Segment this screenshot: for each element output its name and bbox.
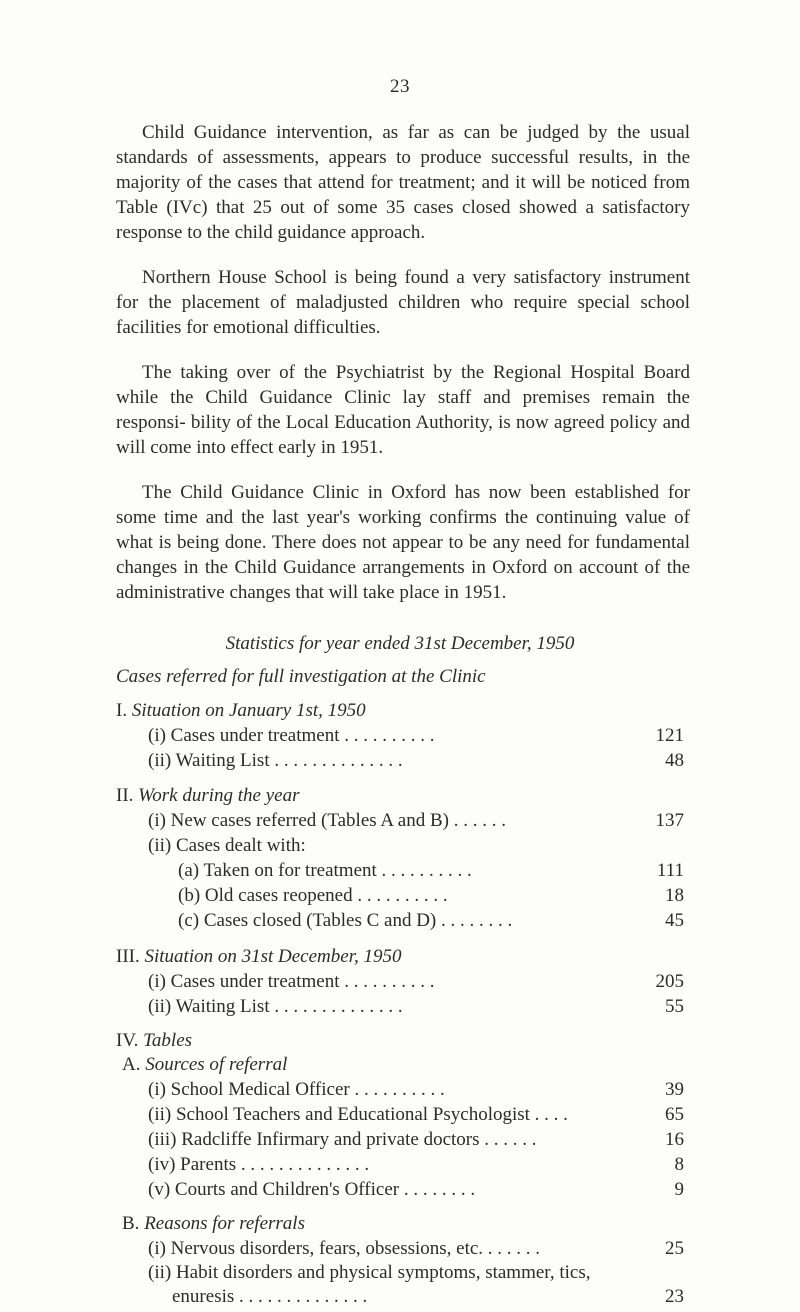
row-label: (i) New cases referred (Tables A and B) . . . . . .: [148, 810, 506, 831]
row-label: (ii) Cases dealt with:: [148, 835, 306, 856]
row-value: 65: [665, 1104, 684, 1125]
row-value: 55: [665, 996, 684, 1017]
row-value: 23: [665, 1286, 684, 1307]
section-iii-heading: [116, 946, 402, 968]
row-label: (ii) Waiting List . . . . . . . . . . . . . .: [148, 996, 403, 1017]
statistics-subtitle: Cases referred for full investigation at the Clinic: [116, 666, 486, 687]
row-label: (i) School Medical Officer . . . . . . . . . .: [148, 1079, 445, 1100]
row-value: 39: [665, 1079, 684, 1100]
row-value: 8: [674, 1154, 684, 1175]
row-value: 9: [674, 1179, 684, 1200]
row-label: (b) Old cases reopened . . . . . . . . . .: [178, 885, 448, 906]
body-text: [116, 120, 690, 625]
row-label: (ii) Habit disorders and physical symptoms, stammer, tics,: [148, 1262, 591, 1283]
paragraph-3: The taking over of the Psychiatrist by the Regional Hospital Board while the Child Guidance Clinic lay staff and premises remain the responsi- bility of the Local Education Authority, is now agreed policy and will come into effect early in 1951.: [116, 362, 690, 458]
row-label: (c) Cases closed (Tables C and D) . . . . . . . .: [178, 910, 513, 931]
row-value: 121: [655, 725, 684, 746]
row-value: 48: [665, 750, 684, 771]
row-value: 45: [665, 910, 684, 931]
section-title: Situation on January 1st, 1950: [131, 700, 366, 721]
page-number: 23: [390, 76, 410, 97]
row-label: (v) Courts and Children's Officer . . . . . . . .: [148, 1179, 476, 1200]
subsection-letter: B.: [122, 1213, 140, 1234]
subsection-a-heading: [122, 1054, 287, 1076]
statistics-title: Statistics for year ended 31st December, 1950: [225, 633, 575, 654]
section-numeral: II.: [116, 785, 134, 806]
section-numeral: III.: [116, 946, 140, 967]
row-label: (i) Nervous disorders, fears, obsessions, etc. . . . . . .: [148, 1238, 541, 1259]
subsection-title: Sources of referral: [145, 1054, 288, 1075]
row-value: 205: [655, 971, 684, 992]
row-label: (iii) Radcliffe Infirmary and private doctors . . . . . .: [148, 1129, 537, 1150]
row-value: 18: [665, 885, 684, 906]
row-label: (ii) Waiting List . . . . . . . . . . . . . .: [148, 750, 403, 771]
section-i-heading: [116, 700, 366, 722]
section-title: Work during the year: [138, 785, 300, 806]
row-label: enuresis . . . . . . . . . . . . . .: [172, 1286, 368, 1307]
paragraph-4: The Child Guidance Clinic in Oxford has now been established for some time and the last year's working confirms the continuing value of what is being done. There does not appear to be any need for fundamental changes in the Child Guidance arrangements in Oxford on account of the administrative changes that will take place in 1951.: [116, 482, 690, 603]
row-label: (iv) Parents . . . . . . . . . . . . . .: [148, 1154, 370, 1175]
row-label: (i) Cases under treatment . . . . . . . . . .: [148, 725, 435, 746]
row-label: (i) Cases under treatment . . . . . . . . . .: [148, 971, 435, 992]
section-iv-heading: [116, 1030, 192, 1052]
subsection-title: Reasons for referrals: [144, 1213, 305, 1234]
section-numeral: IV.: [116, 1030, 139, 1051]
row-label: (a) Taken on for treatment . . . . . . . . . .: [178, 860, 472, 881]
row-value: 137: [655, 810, 684, 831]
section-title: Tables: [143, 1030, 193, 1051]
row-value: 111: [656, 860, 684, 881]
row-value: 16: [665, 1129, 684, 1150]
paragraph-1: Child Guidance intervention, as far as can be judged by the usual standards of assessments, appears to produce successful results, in the majority of the cases that attend for treatment; and it will be noticed from Table (IVc) that 25 out of some 35 cases closed showed a satisfactory response to the child guidance approach.: [116, 122, 690, 243]
section-ii-heading: [116, 785, 299, 807]
subsection-b-heading: [122, 1213, 305, 1235]
row-label: (ii) School Teachers and Educational Psychologist . . . .: [148, 1104, 568, 1125]
section-title: Situation on 31st December, 1950: [144, 946, 402, 967]
row-value: 25: [665, 1238, 684, 1259]
section-numeral: I.: [116, 700, 128, 721]
paragraph-2: Northern House School is being found a very satisfactory instrument for the placement of maladjusted children who require special school facilities for emotional difficulties.: [116, 267, 690, 338]
subsection-letter: A.: [122, 1054, 141, 1075]
